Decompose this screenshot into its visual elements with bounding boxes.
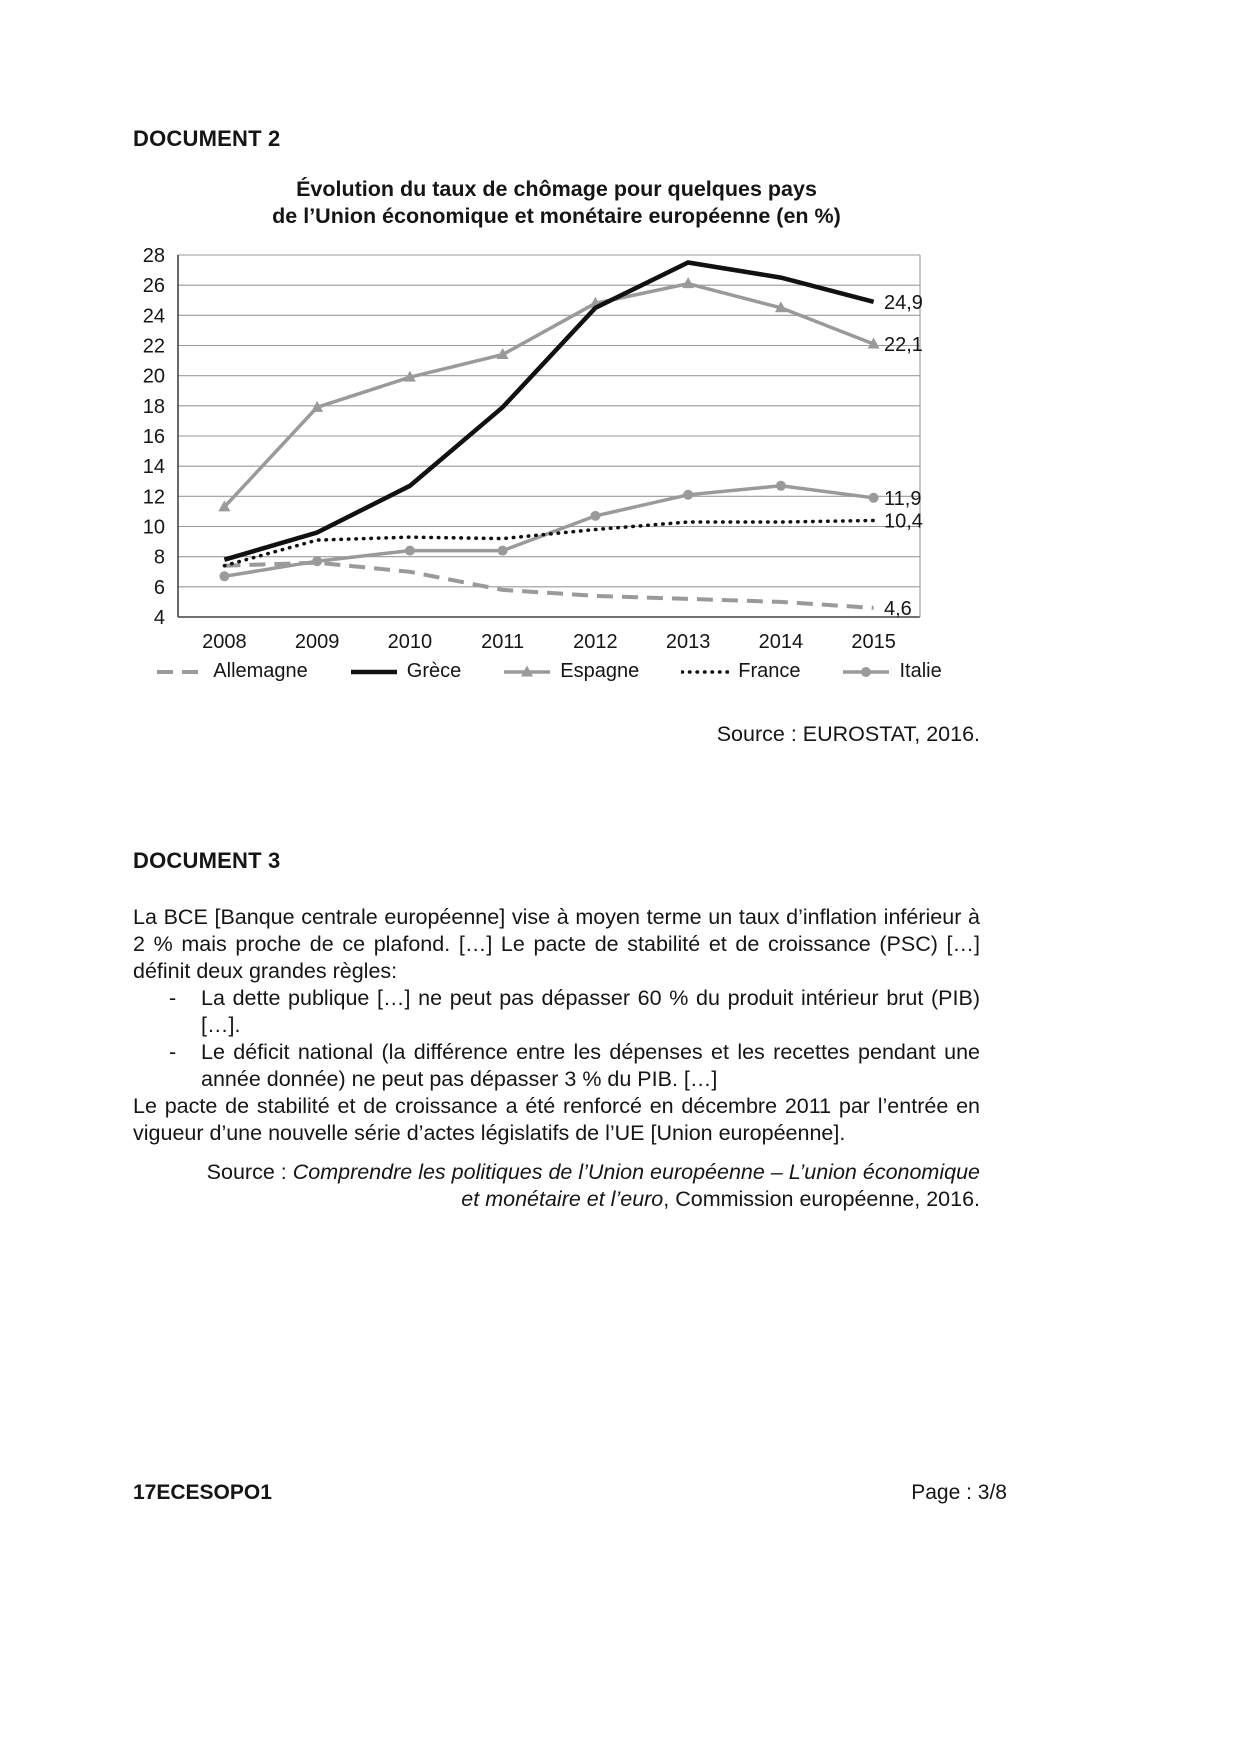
document3-paragraph-1: La BCE [Banque centrale européenne] vise à moyen terme un taux d’inflation inférieur à 2 % mais proche de ce plafond. […] Le pacte de stabilité et de croissance (PSC) […] définit deux grandes règles: xyxy=(133,905,980,983)
bullet-text: La dette publique […] ne peut pas dépasser 60 % du produit intérieur brut (PIB) […]. xyxy=(201,986,980,1037)
document3-source xyxy=(133,1159,980,1213)
series-end-label-allemagne: 4,6 xyxy=(884,597,912,620)
triangle-marker xyxy=(682,277,694,288)
legend-line-sample xyxy=(503,663,551,681)
document3-paragraph-2: Le pacte de stabilité et de croissance a été renforcé en décembre 2011 par l’entrée en vigueur d’une nouvelle série d’actes législatifs de l’UE [Union européenne]. xyxy=(133,1094,980,1145)
x-axis-label: 2011 xyxy=(481,631,525,653)
legend-line-sample xyxy=(156,663,204,681)
document3-text xyxy=(133,904,980,1213)
y-axis-label: 6 xyxy=(153,576,165,599)
chart-title-line1: Évolution du taux de chômage pour quelques pays xyxy=(296,177,817,201)
y-axis-label: 22 xyxy=(142,335,165,358)
document3-heading: DOCUMENT 3 xyxy=(133,848,281,873)
y-axis-label: 12 xyxy=(142,486,165,509)
legend-line-sample xyxy=(842,663,890,681)
source-suffix: , Commission européenne, 2016. xyxy=(663,1187,980,1211)
series-end-label-grece: 24,9 xyxy=(884,291,923,314)
circle-marker xyxy=(869,493,879,503)
x-axis-label: 2009 xyxy=(294,631,340,653)
legend-label: France xyxy=(738,660,801,682)
bullet-text: Le déficit national (la différence entre les dépenses et les recettes pendant une année donnée) ne peut pas dépasser 3 % du PIB. […] xyxy=(201,1040,980,1091)
circle-marker xyxy=(683,490,693,500)
legend-label: Italie xyxy=(899,660,942,682)
legend-item-grece xyxy=(350,660,461,683)
legend-item-italie xyxy=(842,660,941,683)
series-end-label-italie: 11,9 xyxy=(884,487,922,510)
legend-item-allemagne xyxy=(156,660,308,683)
document3-bullet-1 xyxy=(133,985,980,1039)
series-line-espagne xyxy=(224,284,873,507)
chart-title-line2: de l’Union économique et monétaire européenne (en %) xyxy=(272,204,841,228)
x-axis-label: 2013 xyxy=(665,631,711,653)
y-axis-label: 16 xyxy=(142,426,165,448)
legend-line-sample xyxy=(681,663,729,681)
y-axis-label: 14 xyxy=(142,456,165,479)
legend-item-france xyxy=(681,660,800,683)
x-axis-label: 2010 xyxy=(387,631,433,653)
legend-line-sample xyxy=(350,663,398,681)
x-axis-label: 2015 xyxy=(851,631,896,653)
y-axis-label: 10 xyxy=(142,516,165,539)
y-axis-label: 28 xyxy=(142,245,165,267)
circle-marker xyxy=(219,571,229,581)
series-line-allemagne xyxy=(224,563,873,608)
y-axis-label: 20 xyxy=(142,365,165,388)
legend-label: Espagne xyxy=(560,660,640,682)
circle-marker xyxy=(776,481,786,491)
y-axis-label: 8 xyxy=(153,546,165,569)
legend-label: Allemagne xyxy=(213,660,308,682)
legend-item-espagne xyxy=(503,660,639,683)
footer-reference: 17ECESOPO1 xyxy=(133,1481,272,1504)
unemployment-line-chart xyxy=(0,240,1240,660)
circle-marker xyxy=(498,546,508,556)
circle-marker xyxy=(312,556,322,566)
chart-source: Source : EUROSTAT, 2016. xyxy=(716,722,980,746)
chart-legend xyxy=(178,660,942,683)
source-title: Comprendre les politiques de l’Union européenne – L’union économique et monétaire et l’euro xyxy=(292,1160,980,1211)
source-prefix: Source : xyxy=(206,1160,293,1184)
footer-page-number: Page : 3/8 xyxy=(911,1481,1007,1504)
series-end-label-france: 10,4 xyxy=(884,510,923,533)
x-axis-label: 2008 xyxy=(202,631,247,653)
y-axis-label: 18 xyxy=(142,395,165,418)
document3-bullet-2 xyxy=(133,1039,980,1093)
chart-title xyxy=(133,176,980,230)
y-axis-label: 4 xyxy=(153,607,165,629)
bullet-dash: - xyxy=(169,1040,177,1064)
x-axis-label: 2014 xyxy=(758,631,804,653)
page-footer xyxy=(133,1481,1007,1505)
circle-marker xyxy=(590,511,600,521)
y-axis-label: 26 xyxy=(142,275,165,298)
document2-heading: DOCUMENT 2 xyxy=(133,126,281,151)
circle-marker xyxy=(405,546,415,556)
bullet-dash: - xyxy=(169,986,177,1010)
x-axis-label: 2012 xyxy=(573,631,618,653)
y-axis-label: 24 xyxy=(142,305,165,328)
series-end-label-espagne: 22,1 xyxy=(884,334,923,356)
legend-label: Grèce xyxy=(406,660,462,682)
